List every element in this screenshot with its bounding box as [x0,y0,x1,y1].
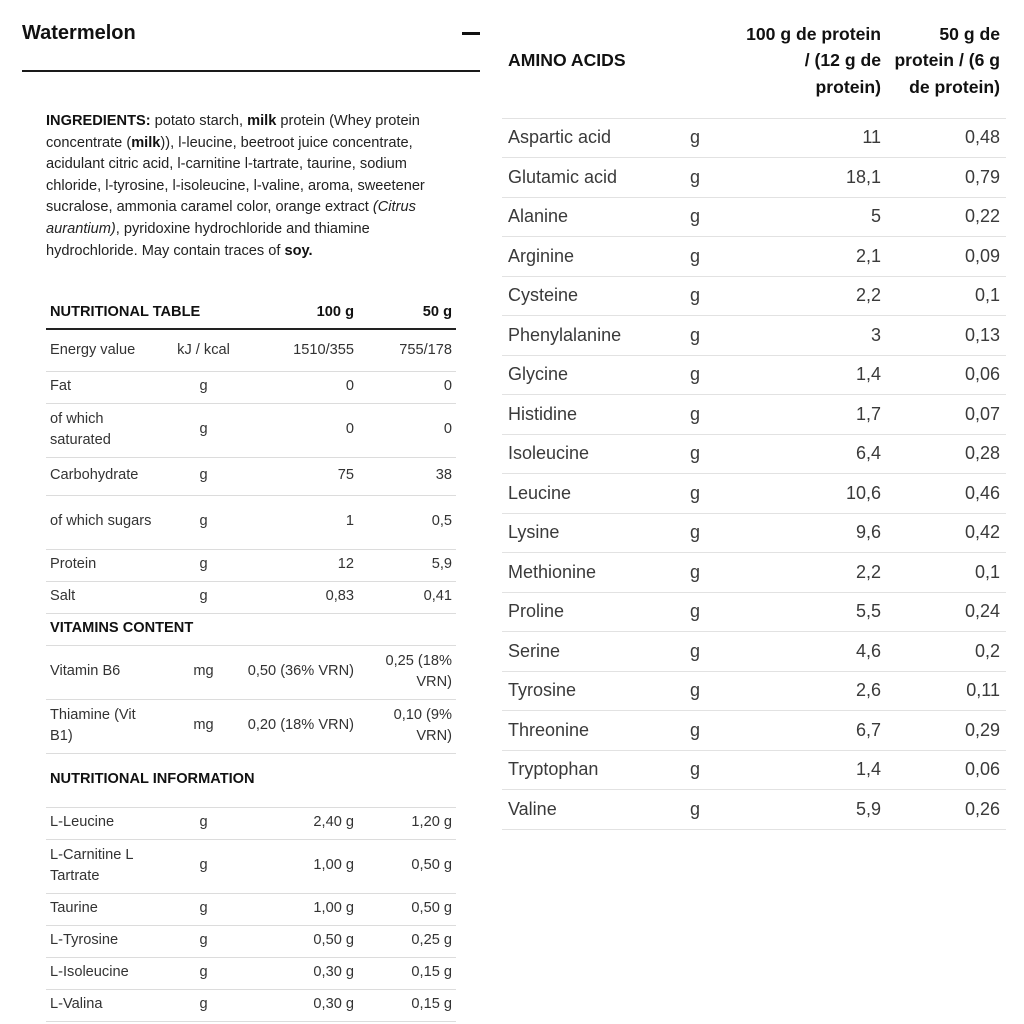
row-value-100g: 1,4 [740,355,887,395]
row-name: of which sugars [46,495,166,549]
row-name: Aspartic acid [502,118,680,158]
row-value-100g: 0,30 g [241,957,358,989]
row-unit: g [166,893,241,925]
row-name: Lysine [502,513,680,553]
row-value-100g: 6,7 [740,711,887,751]
row-value-50g: 0,09 [887,237,1006,277]
row-name: Glutamic acid [502,158,680,198]
row-value-50g: 0,46 [887,474,1006,514]
row-value-100g: 5,9 [740,790,887,830]
row-unit: g [680,197,740,237]
row-value-50g: 0,06 [887,355,1006,395]
product-title: Watermelon [22,22,136,44]
row-value-100g: 9,6 [740,513,887,553]
row-unit: g [166,581,241,613]
row-value-50g: 0,50 g [358,839,456,893]
row-unit: g [166,403,241,457]
row-value-50g: 0,11 [887,671,1006,711]
table-row [502,276,1006,316]
table-row [502,553,1006,593]
row-value-50g: 755/178 [358,329,456,371]
row-name: Salt [46,581,166,613]
ingredients-part: )), l-leucine, beetroot juice concentrate, acidulant citric acid, l-carnitine l-tartrate, taurine, sodium chloride, l-tyrosine, l-isoleucine, l-valine, aroma, sweetener sucralose, ammonia caramel color, orange extract [46,134,425,216]
row-value-50g: 0,15 g [358,957,456,989]
row-name: Glycine [502,355,680,395]
row-value-50g: 0,15 g [358,989,456,1021]
row-value-100g: 11 [740,118,887,158]
nutritional-table-header [46,297,456,329]
row-unit: g [680,118,740,158]
table-row [46,495,456,549]
row-unit: g [680,474,740,514]
row-value-50g: 0,10 (9% VRN) [358,699,456,753]
ingredients-part: , pyridoxine hydrochloride and thiamine hydrochloride. May contain traces of [46,220,370,259]
table-row [46,403,456,457]
row-name: Proline [502,592,680,632]
row-unit: g [166,371,241,403]
row-value-50g: 0,06 [887,750,1006,790]
row-name: Thiamine (Vit B1) [46,699,166,753]
row-value-100g: 18,1 [740,158,887,198]
row-unit: g [680,355,740,395]
row-value-50g: 0,1 [887,276,1006,316]
table-row [46,807,456,839]
table-row [502,632,1006,672]
row-unit: g [680,395,740,435]
col-header-50g-protein: 50 g de protein / (6 g de protein) [887,4,1006,118]
table-row [46,329,456,371]
row-value-100g: 0,20 (18% VRN) [241,699,358,753]
latin-name: (Citrus aurantium) [46,199,416,237]
row-value-100g: 2,2 [740,276,887,316]
row-name: Tryptophan [502,750,680,790]
row-name: Valine [502,790,680,830]
table-row [46,371,456,403]
table-row [502,355,1006,395]
row-value-50g: 0,48 [887,118,1006,158]
col-header-100g-protein: 100 g de protein / (12 g de protein) [740,4,887,118]
row-name: Tyrosine [502,671,680,711]
row-unit: g [680,790,740,830]
row-value-50g: 5,9 [358,549,456,581]
col-header-50g: 50 g [358,297,456,329]
row-value-100g: 0 [241,403,358,457]
table-row [502,197,1006,237]
row-name: Vitamin B6 [46,645,166,699]
row-name: Energy value [46,329,166,371]
row-value-100g: 12 [241,549,358,581]
table-row [502,474,1006,514]
row-value-50g: 0,5 [358,495,456,549]
row-value-50g: 0,50 g [358,893,456,925]
table-row [502,671,1006,711]
row-unit: g [166,807,241,839]
row-value-100g: 1510/355 [241,329,358,371]
row-name: of which saturated [46,403,166,457]
nutritional-table-title: NUTRITIONAL TABLE [46,297,241,329]
amino-acids-header [502,4,1006,118]
row-unit: g [680,158,740,198]
section-header-vitamins [46,613,456,645]
row-unit: mg [166,699,241,753]
row-name: Leucine [502,474,680,514]
table-row [46,839,456,893]
row-unit: g [680,750,740,790]
row-name: Threonine [502,711,680,751]
row-unit: g [166,495,241,549]
row-value-100g: 5 [740,197,887,237]
row-name: Carbohydrate [46,457,166,495]
row-value-100g: 3 [740,316,887,356]
row-name: L-Leucine [46,807,166,839]
row-value-50g: 0 [358,371,456,403]
row-value-100g: 75 [241,457,358,495]
row-value-100g: 0,83 [241,581,358,613]
row-unit: g [680,671,740,711]
table-row [502,513,1006,553]
row-value-50g: 0,26 [887,790,1006,830]
row-unit: g [166,925,241,957]
row-value-50g: 0,42 [887,513,1006,553]
row-name: Serine [502,632,680,672]
table-row [502,158,1006,198]
ingredients-label: INGREDIENTS: [46,113,151,129]
row-name: Methionine [502,553,680,593]
row-name: Taurine [46,893,166,925]
row-unit: g [680,553,740,593]
row-name: Arginine [502,237,680,277]
row-value-50g: 0,28 [887,434,1006,474]
row-value-50g: 0,24 [887,592,1006,632]
row-value-50g: 0,79 [887,158,1006,198]
row-value-100g: 1,4 [740,750,887,790]
accordion-header[interactable] [22,0,480,72]
row-name: Isoleucine [502,434,680,474]
row-value-50g: 0,07 [887,395,1006,435]
row-unit: g [680,237,740,277]
row-value-100g: 2,6 [740,671,887,711]
section-title: NUTRITIONAL INFORMATION [46,753,456,807]
row-name: L-Valina [46,989,166,1021]
row-unit: g [680,513,740,553]
row-value-100g: 0,50 g [241,925,358,957]
row-value-100g: 6,4 [740,434,887,474]
table-row [502,592,1006,632]
allergen-milk: milk [247,113,277,129]
ingredients-text [46,111,456,262]
row-unit: kJ / kcal [166,329,241,371]
table-row [46,957,456,989]
table-row [46,549,456,581]
row-name: Alanine [502,197,680,237]
row-value-100g: 1,7 [740,395,887,435]
row-value-100g: 1 [241,495,358,549]
row-unit: g [680,632,740,672]
row-value-50g: 38 [358,457,456,495]
product-info-panel [0,0,490,1024]
section-header-nutritional-information [46,753,456,807]
row-value-50g: 0,1 [887,553,1006,593]
row-unit: g [166,839,241,893]
row-unit: g [166,549,241,581]
row-name: L-Isoleucine [46,957,166,989]
amino-acids-title: AMINO ACIDS [502,4,740,118]
row-unit: g [680,592,740,632]
section-title: VITAMINS CONTENT [46,613,456,645]
table-row [502,750,1006,790]
row-name: Protein [46,549,166,581]
table-row [46,893,456,925]
table-row [502,118,1006,158]
table-row [46,645,456,699]
table-row [502,395,1006,435]
collapse-minus-icon[interactable] [462,32,480,35]
row-value-100g: 2,40 g [241,807,358,839]
row-unit: mg [166,645,241,699]
table-row [502,711,1006,751]
table-row [46,989,456,1021]
row-name: Histidine [502,395,680,435]
row-value-100g: 0 [241,371,358,403]
row-name: L-Carnitine L Tartrate [46,839,166,893]
table-row [502,316,1006,356]
table-row [502,434,1006,474]
col-header-100g: 100 g [241,297,358,329]
table-row [46,457,456,495]
row-value-100g: 10,6 [740,474,887,514]
row-unit: g [166,989,241,1021]
row-value-100g: 2,2 [740,553,887,593]
row-value-100g: 4,6 [740,632,887,672]
allergen-milk: milk [131,134,161,151]
row-value-50g: 0,29 [887,711,1006,751]
table-row [502,790,1006,830]
row-value-50g: 0,22 [887,197,1006,237]
row-value-50g: 0,2 [887,632,1006,672]
amino-acids-table [502,4,1006,830]
row-value-50g: 0 [358,403,456,457]
table-row [46,699,456,753]
ingredients-part: potato starch, [150,113,248,129]
row-name: Phenylalanine [502,316,680,356]
row-unit: g [680,316,740,356]
row-value-50g: 0,13 [887,316,1006,356]
ingredients-part: protein (Whey protein concentrate ( [46,113,420,151]
row-name: Cysteine [502,276,680,316]
row-value-100g: 5,5 [740,592,887,632]
row-unit: g [166,457,241,495]
allergen-soy: soy. [284,242,313,259]
row-value-50g: 1,20 g [358,807,456,839]
row-value-100g: 2,1 [740,237,887,277]
row-value-100g: 0,30 g [241,989,358,1021]
row-name: Fat [46,371,166,403]
row-unit: g [680,711,740,751]
table-row [46,581,456,613]
row-unit: g [166,957,241,989]
row-value-100g: 1,00 g [241,893,358,925]
row-value-100g: 0,50 (36% VRN) [241,645,358,699]
row-value-50g: 0,25 g [358,925,456,957]
table-row [502,237,1006,277]
row-name: L-Tyrosine [46,925,166,957]
nutritional-table [46,297,456,1022]
row-unit: g [680,276,740,316]
row-unit: g [680,434,740,474]
table-row [46,925,456,957]
row-value-50g: 0,25 (18% VRN) [358,645,456,699]
row-value-50g: 0,41 [358,581,456,613]
row-value-100g: 1,00 g [241,839,358,893]
